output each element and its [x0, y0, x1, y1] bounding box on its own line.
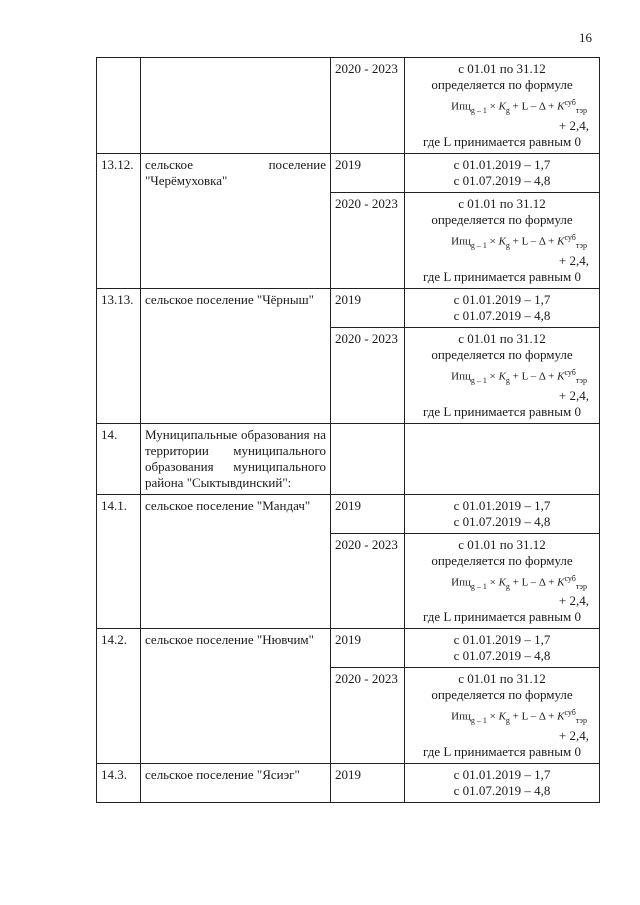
- period-years: 2020 - 2023: [331, 58, 405, 154]
- page-number: 16: [579, 30, 592, 45]
- formula: [409, 571, 587, 594]
- municipality-name: сельское поселение "Ясиэг": [141, 764, 331, 803]
- formula-sup3: суб: [564, 98, 576, 107]
- formula-lead: Ипц: [451, 100, 471, 113]
- formula: [409, 705, 587, 728]
- formula-mid2: + L – Δ +: [509, 235, 558, 248]
- condition-cell: [405, 494, 600, 533]
- row-number: 13.12.: [97, 153, 141, 288]
- formula-sup3: суб: [564, 367, 576, 377]
- formula-sub1: g – 1: [470, 375, 487, 385]
- condition-line2: с 01.07.2019 – 4,8: [453, 307, 551, 323]
- period-years: 2019: [331, 288, 405, 327]
- municipality-name: [141, 58, 331, 154]
- formula-sub3: тэр: [575, 716, 587, 726]
- table-row: [97, 58, 600, 154]
- condition-line2: с 01.07.2019 – 4,8: [453, 513, 551, 529]
- period-years: 2019: [331, 494, 405, 533]
- formula-sub3: тэр: [575, 105, 587, 115]
- table-row: [97, 494, 600, 533]
- formula-k2: K: [557, 370, 565, 383]
- empty-condition-cell: [405, 423, 600, 494]
- formula-mid2: + L – Δ +: [509, 711, 558, 724]
- municipality-name: сельское поселение "Чёрныш": [141, 288, 331, 423]
- row-number: [97, 58, 141, 154]
- condition-line1: с 01.01.2019 – 1,7: [453, 632, 551, 648]
- formula-mid1: ×: [486, 235, 499, 248]
- condition-line2: определяется по формуле: [431, 687, 573, 703]
- formula-sup3: суб: [564, 708, 576, 718]
- formula-sup3: суб: [564, 573, 576, 583]
- condition-line2: определяется по формуле: [431, 211, 573, 227]
- condition-line2: определяется по формуле: [431, 552, 573, 568]
- formula-sub3: тэр: [575, 375, 587, 385]
- formula-sub2: g: [505, 240, 510, 250]
- formula-sub1: g – 1: [470, 581, 487, 591]
- formula-mid2: + L – Δ +: [509, 370, 558, 383]
- condition-line1: с 01.01 по 31.12: [458, 61, 546, 76]
- condition-cell: [405, 58, 600, 154]
- period-years: 2019: [331, 764, 405, 803]
- formula-tail: + 2,4,: [558, 728, 589, 744]
- formula-k: K: [498, 100, 506, 113]
- condition-line1: с 01.01.2019 – 1,7: [453, 497, 551, 513]
- condition-line1: с 01.01 по 31.12: [458, 671, 546, 687]
- municipality-name: сельское поселение "Черёмуховка": [141, 153, 331, 288]
- formula-tail: + 2,4,: [558, 387, 589, 403]
- formula-k2: K: [557, 235, 565, 248]
- condition-cell: [405, 153, 600, 192]
- row-number: 14.: [97, 423, 141, 494]
- empty-years-cell: [331, 423, 405, 494]
- condition-cell: [405, 629, 600, 668]
- table-row: [97, 423, 600, 494]
- formula-sub1: g – 1: [470, 105, 487, 115]
- formula-lead: Ипц: [451, 235, 471, 248]
- formula-k: K: [498, 576, 506, 589]
- municipality-name: сельское поселение "Нювчим": [141, 629, 331, 764]
- condition-cell: [405, 288, 600, 327]
- municipality-name: сельское поселение "Мандач": [141, 494, 331, 629]
- condition-line2: с 01.07.2019 – 4,8: [453, 648, 551, 664]
- formula-sup3: суб: [564, 232, 576, 242]
- municipality-name: Муниципальные образования на территории муниципального образования муниципального района "Сыктывдинский":: [141, 423, 331, 494]
- formula-sub2: g: [505, 105, 510, 115]
- formula-sub2: g: [505, 581, 510, 591]
- table-row: [97, 288, 600, 327]
- formula-sub3: тэр: [575, 240, 587, 250]
- table-row: [97, 153, 600, 192]
- condition-line1: с 01.01.2019 – 1,7: [453, 156, 551, 172]
- period-years: 2020 - 2023: [331, 327, 405, 423]
- table-row: [97, 764, 600, 803]
- formula-mid1: ×: [486, 370, 499, 383]
- condition-line1: с 01.01 по 31.12: [458, 536, 546, 552]
- formula-sub1: g – 1: [470, 240, 487, 250]
- table-row: [97, 629, 600, 668]
- condition-line3: где L принимается равным 0: [423, 268, 581, 284]
- formula: [409, 230, 587, 253]
- condition-line3: где L принимается равным 0: [423, 133, 581, 149]
- condition-line1: с 01.01 по 31.12: [458, 195, 546, 211]
- period-years: 2020 - 2023: [331, 668, 405, 764]
- condition-line2: с 01.07.2019 – 4,8: [453, 172, 551, 188]
- formula-k: K: [498, 235, 506, 248]
- formula-tail: + 2,4,: [558, 252, 589, 268]
- formula-k2: K: [557, 576, 565, 589]
- formula-mid2: + L – Δ +: [509, 100, 558, 113]
- formula-mid1: ×: [486, 100, 499, 113]
- formula-sub3: тэр: [575, 581, 587, 591]
- condition-cell: [405, 764, 600, 803]
- period-years: 2020 - 2023: [331, 533, 405, 629]
- condition-line3: где L принимается равным 0: [423, 403, 581, 419]
- condition-line2: определяется по формуле: [431, 346, 573, 362]
- condition-line3: где L принимается равным 0: [423, 609, 581, 625]
- formula-k: K: [498, 711, 506, 724]
- formula-sub2: g: [505, 716, 510, 726]
- formula-sub1: g – 1: [470, 716, 487, 726]
- tariff-table: [96, 57, 600, 803]
- row-number: 13.13.: [97, 288, 141, 423]
- formula-sub2: g: [505, 375, 510, 385]
- formula-mid2: + L – Δ +: [509, 576, 558, 589]
- condition-line2: с 01.07.2019 – 4,8: [453, 783, 551, 799]
- condition-cell: [405, 533, 600, 629]
- condition-cell: [405, 668, 600, 764]
- row-number: 14.1.: [97, 494, 141, 629]
- condition-cell: [405, 327, 600, 423]
- condition-line1: с 01.01.2019 – 1,7: [453, 767, 551, 783]
- formula-lead: Ипц: [451, 576, 471, 589]
- tariff-table-body: [97, 58, 600, 803]
- period-years: 2019: [331, 629, 405, 668]
- condition-cell: [405, 192, 600, 288]
- formula-k2: K: [557, 711, 565, 724]
- formula-tail: + 2,4,: [558, 117, 589, 133]
- row-number: 14.3.: [97, 764, 141, 803]
- formula-lead: Ипц: [451, 370, 471, 383]
- formula: [409, 365, 587, 388]
- period-years: 2019: [331, 153, 405, 192]
- condition-line1: с 01.01 по 31.12: [458, 330, 546, 346]
- formula-lead: Ипц: [451, 711, 471, 724]
- row-number: 14.2.: [97, 629, 141, 764]
- condition-line1: с 01.01.2019 – 1,7: [453, 291, 551, 307]
- condition-line2: определяется по формуле: [431, 77, 573, 92]
- condition-line3: где L принимается равным 0: [423, 744, 581, 760]
- formula-k2: K: [557, 100, 565, 113]
- formula: [409, 95, 587, 118]
- formula-tail: + 2,4,: [558, 593, 589, 609]
- formula-k: K: [498, 370, 506, 383]
- formula-mid1: ×: [486, 711, 499, 724]
- formula-mid1: ×: [486, 576, 499, 589]
- period-years: 2020 - 2023: [331, 192, 405, 288]
